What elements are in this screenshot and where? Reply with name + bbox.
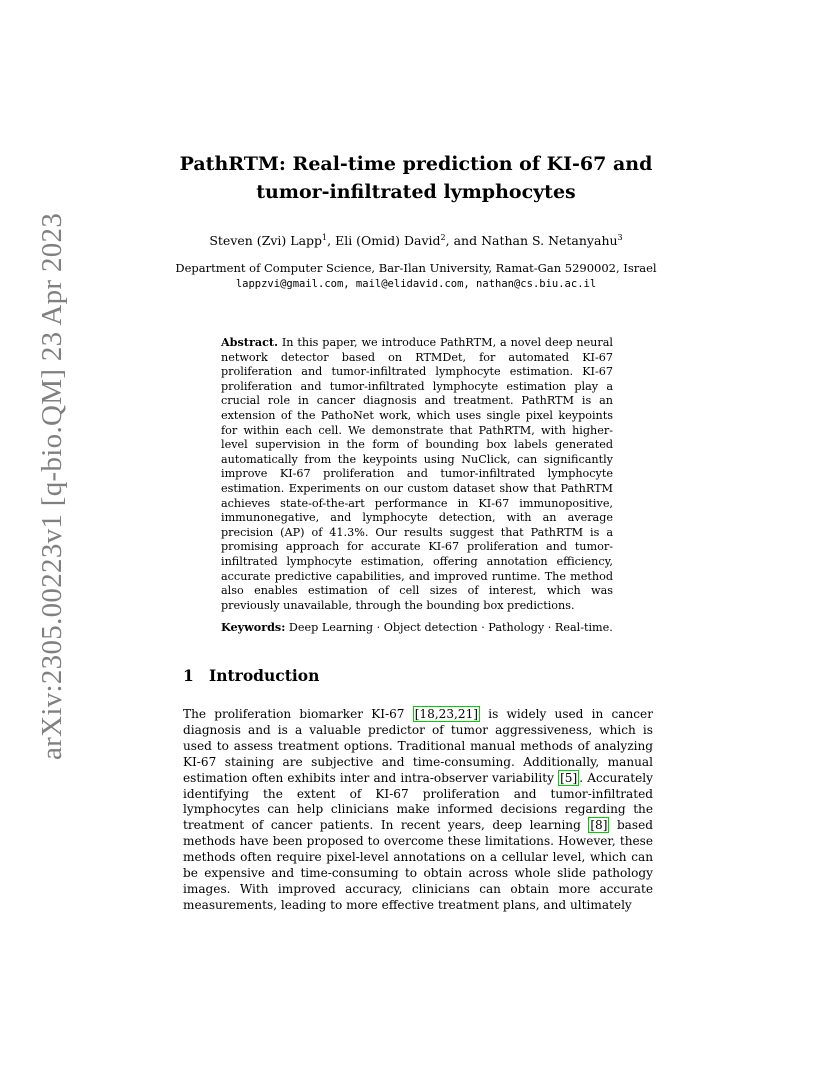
section-number: 1 bbox=[183, 666, 194, 685]
section-title: Introduction bbox=[209, 666, 320, 685]
citation-link[interactable]: [8] bbox=[590, 818, 608, 833]
citation-link[interactable]: [18,23,21] bbox=[414, 707, 479, 721]
intro-text-4: based methods have been proposed to overcome these limitations. However, these methods often require pixel-level annotations on a cellular level, which can be expensive and time-consuming to obtain across whole slide pathology images. With improved accuracy, clinicians can obtain more accurate measurements, leading to more effective treatment plans, and ultimately bbox=[183, 818, 654, 912]
author-1: Steven (Zvi) Lapp bbox=[209, 233, 323, 249]
arxiv-identifier: arXiv:2305.00223v1 [q-bio.QM] 23 Apr 2023 bbox=[36, 212, 68, 760]
author-3-affil: 3 bbox=[617, 233, 623, 242]
keywords-label: Keywords: bbox=[221, 620, 286, 634]
author-emails: lappzvi@gmail.com, mail@elidavid.com, nathan@cs.biu.ac.il bbox=[235, 278, 597, 290]
abstract bbox=[221, 335, 613, 613]
author-2: , Eli (Omid) David bbox=[327, 233, 441, 249]
citation-link[interactable]: [5] bbox=[560, 770, 578, 785]
author-3: , and Nathan S. Netanyahu bbox=[445, 233, 618, 249]
keywords bbox=[221, 620, 621, 635]
intro-text-1: The proliferation biomarker KI-67 bbox=[183, 707, 413, 721]
title-line-1: PathRTM: Real-time prediction of KI-67 and bbox=[179, 153, 653, 175]
author-list bbox=[150, 230, 682, 249]
paper-title bbox=[150, 150, 682, 206]
abstract-label: Abstract. bbox=[221, 335, 278, 349]
affiliation: Department of Computer Science, Bar-Ilan University, Ramat-Gan 5290002, Israel bbox=[175, 261, 657, 275]
abstract-text: In this paper, we introduce PathRTM, a novel deep neural network detector based on RTMDet, for automated KI-67 proliferation and tumor-infiltrated lymphocyte estimation. KI-67 proliferation and tumor-infiltrated lymphocyte estimation play a crucial role in cancer diagnosis and treatment. PathRTM is an extension of the PathoNet work, which uses single pixel keypoints for within each cell. We demonstrate that PathRTM, with higher-level supervision in the form of bounding box labels generated automatically from the keypoints using NuClick, can significantly improve KI-67 proliferation and tumor-infiltrated lymphocyte estimation. Experiments on our custom dataset show that PathRTM achieves state-of-the-art performance in KI-67 immunopositive, immunonegative, and lymphocyte detection, with an average precision (AP) of 41.3%. Our results suggest that PathRTM is a promising approach for accurate KI-67 proliferation and tumor-infiltrated lymphocyte estimation, offering annotation efficiency, accurate predictive capabilities, and improved runtime. The method also enables estimation of cell sizes of interest, which was previously unavailable, through the bounding box predictions. bbox=[221, 336, 613, 612]
author-1-affil: 1 bbox=[322, 233, 328, 242]
section-heading bbox=[183, 666, 319, 685]
intro-text-3: . Accurately identifying the extent of KI-67 proliferation and tumor-infiltrated lymphocytes can help clinicians make informed decisions regarding the treatment of cancer patients. In recent years, deep learning bbox=[183, 770, 653, 833]
author-2-affil: 2 bbox=[440, 233, 446, 242]
intro-text-2: is widely used in cancer diagnosis and is a valuable predictor of tumor aggressiveness, which is used to assess treatment options. Traditional manual methods of analyzing KI-67 staining are subjective and time-consuming. Additionally, manual estimation often exhibits inter and intra-observer variability bbox=[183, 707, 653, 785]
keywords-text: Deep Learning · Object detection · Pathology · Real-time. bbox=[285, 621, 613, 634]
title-line-2: tumor-infiltrated lymphocytes bbox=[256, 181, 576, 203]
intro-paragraph bbox=[183, 707, 653, 914]
affiliation-block bbox=[150, 260, 682, 292]
